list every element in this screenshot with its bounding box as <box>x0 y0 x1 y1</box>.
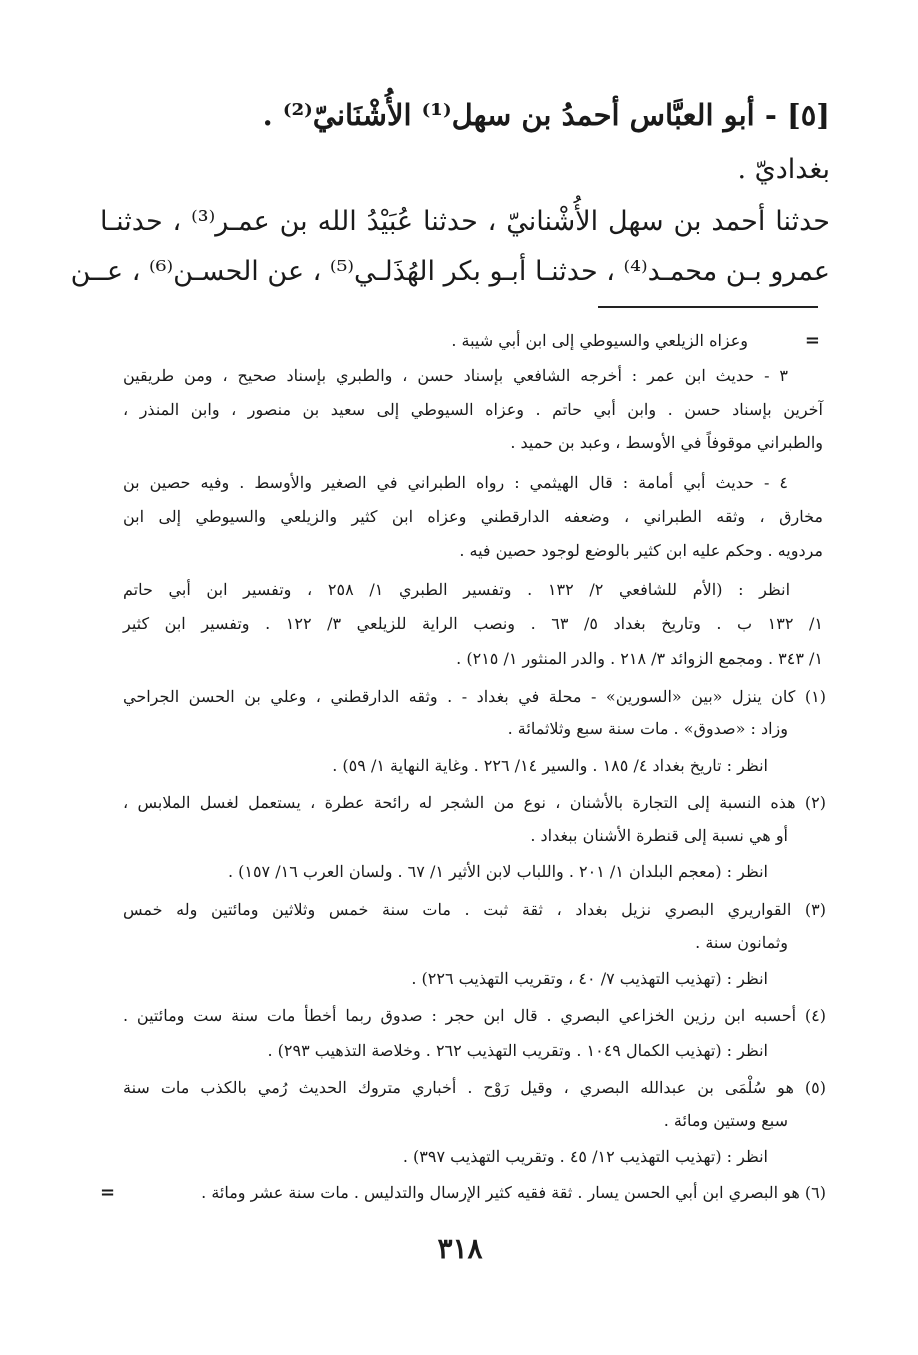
footnote-line: وزاد : «صدوق» . مات سنة سبع وثلاثمائة . <box>507 719 788 738</box>
entry-heading: [٥] - أبو العبَّاس أحمدُ بن سهل⁽¹⁾ الأُشْنَانيّ⁽²⁾ . <box>262 98 830 132</box>
footnote-line: (٣) القواريري البصري نزيل بغداد ، ثقة ثبت . مات سنة خمس وثلاثين ومائتين وله خمس <box>123 900 826 919</box>
footnote-line: آخرين بإسناد حسن . وابن أبي حاتم . وعزاه السيوطي إلى سعيد بن منصور ، وابن المنذر ، <box>123 400 823 419</box>
footnote-line: (٢) هذه النسبة إلى التجارة بالأشنان ، نوع من الشجر له رائحة عطرة ، يستعمل لغسل الملابس ، <box>123 793 826 812</box>
footnote-line: ٤ - حديث أبي أمامة : قال الهيثمي : رواه الطبراني في الصغير والأوسط . وفيه حصين بن <box>123 473 788 492</box>
footnote-line: ٣ - حديث ابن عمر : أخرجه الشافعي بإسناد حسن ، والطبري بإسناد صحيح ، ومن طريقين <box>123 366 788 385</box>
footnote-line: وثمانون سنة . <box>695 933 788 952</box>
footnote-line: مردويه . وحكم عليه ابن كثير بالوضع لوجود حصين فيه . <box>459 541 823 560</box>
footnote-line: (٤) أحسبه ابن رزين الخزاعي البصري . قال ابن حجر : صدوق ربما أخطأ مات سنة ست ومائتين . <box>123 1006 826 1025</box>
footnote-line: (٦) هو البصري ابن أبي الحسن يسار . ثقة فقيه كثير الإرسال والتدليس . مات سنة عشر ومائة . <box>201 1183 826 1202</box>
entry-origin: بغداديّ . <box>737 154 830 185</box>
footnote-line: انظر : (معجم البلدان ١/ ٢٠١ . واللباب لابن الأثير ١/ ٦٧ . ولسان العرب ١٦/ ١٥٧) . <box>227 862 768 881</box>
footnote-line: انظر : (تهذيب التهذيب ٧/ ٤٠ ، وتقريب التهذيب ٢٢٦) . <box>411 969 768 988</box>
page-number: ٣١٨ <box>437 1232 483 1265</box>
footnote-separator <box>598 306 818 308</box>
footnote-line: انظر : (الأم للشافعي ٢/ ١٣٢ . وتفسير الطبري ١/ ٢٥٨ ، وتفسير ابن أبي حاتم <box>123 580 791 599</box>
footnote-line: انظر : تاريخ بغداد ٤/ ١٨٥ . والسير ١٤/ ٢٢٦ . وغاية النهاية ١/ ٥٩) . <box>332 756 768 775</box>
narration-line: عمرو بـن محمـد⁽⁴⁾ ، حدثنـا أبـو بكر الهُذَلـي⁽⁵⁾ ، عن الحسـن⁽⁶⁾ ، عــن <box>70 256 830 287</box>
footnote-line: سبع وستين ومائة . <box>663 1111 788 1130</box>
footnote-line: انظر : (تهذيب التهذيب ١٢/ ٤٥ . وتقريب التهذيب ٣٩٧) . <box>402 1147 768 1166</box>
footnote-line: والطبراني موقوفاً في الأوسط ، وعبد بن حميد . <box>510 433 823 452</box>
footnote-line: انظر : (تهذيب الكمال ١٠٤٩ . وتقريب التهذيب ٢٦٢ . وخلاصة التذهيب ٢٩٣) . <box>267 1041 768 1060</box>
footnote-line: (٥) هو سُلْمَى بن عبدالله البصري ، وقيل رَوْح . أخباري متروك الحديث رُمي بالكذب مات سنة <box>123 1078 826 1097</box>
footnote-line: مخارق ، وثقه الطبراني ، وضعفه الدارقطني وعزاه ابن كثير والزيلعي والسيوطي إلى ابن <box>123 507 823 526</box>
continued-marker: = <box>804 330 820 351</box>
footnote-line: أو هي نسبة إلى قنطرة الأشنان ببغداد . <box>530 826 788 845</box>
footnote-line: (١) كان ينزل «بين «السورين» - محلة في بغداد - . وثقه الدارقطني ، وعلي بن الحسن الجراحي <box>123 687 826 706</box>
footnote-line: وعزاه الزيلعي والسيوطي إلى ابن أبي شيبة . <box>451 331 748 350</box>
continued-marker: = <box>100 1182 116 1203</box>
footnote-line: ١/ ٣٤٣ . ومجمع الزوائد ٣/ ٢١٨ . والدر المنثور ١/ ٢١٥) . <box>456 649 823 668</box>
narration-line: حدثنا أحمد بن سهل الأُشْنانيّ ، حدثنا عُبَيْدُ الله بن عمـر⁽³⁾ ، حدثنـا <box>100 206 830 237</box>
footnote-line: ١/ ١٣٢ ب . وتاريخ بغداد ٥/ ٦٣ . ونصب الراية للزيلعي ٣/ ١٢٢ . وتفسير ابن كثير <box>123 614 824 633</box>
